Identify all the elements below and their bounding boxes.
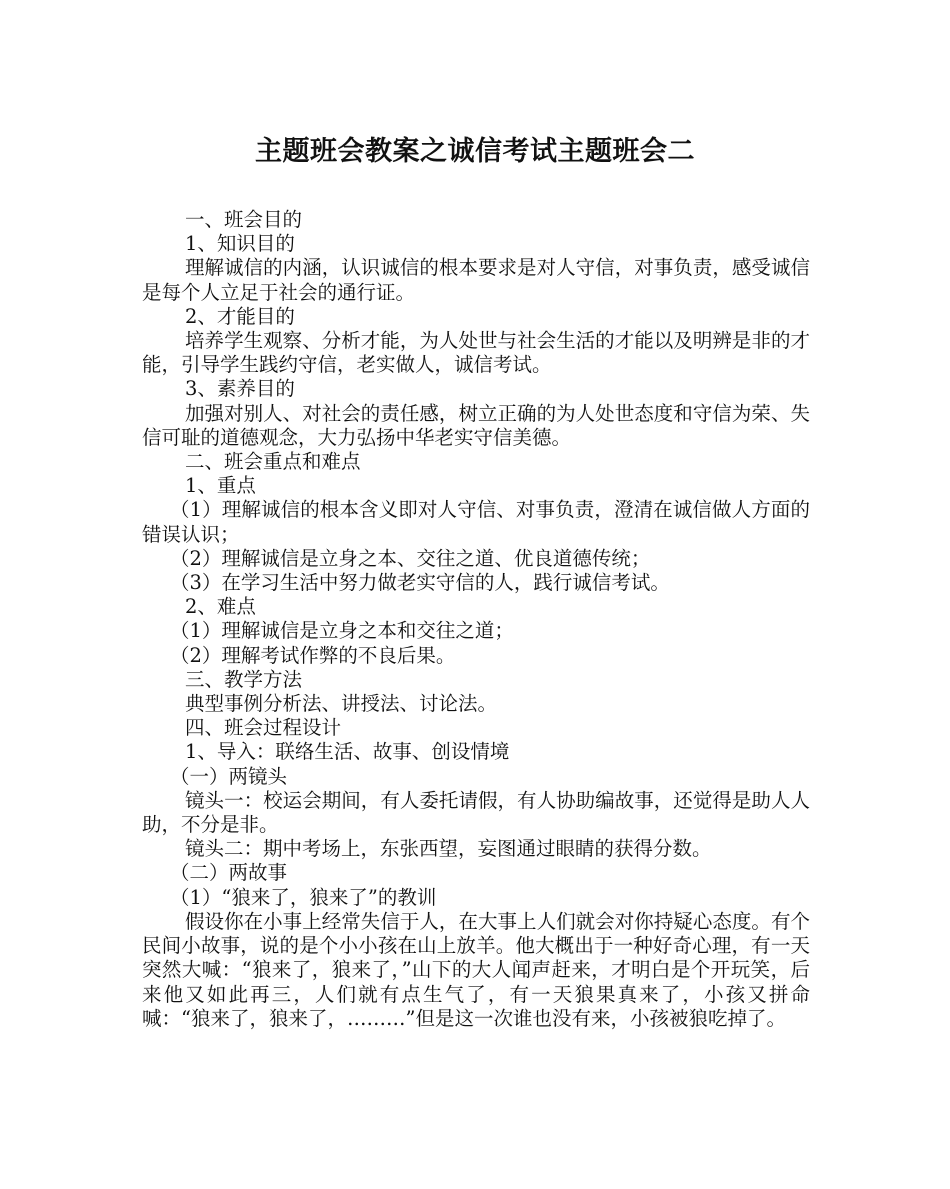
section-heading: 二、班会重点和难点 <box>185 450 361 474</box>
list-item: （2）理解诚信是立身之本、交往之道、优良道德传统； <box>170 546 651 570</box>
paragraph: 理解诚信的内涵，认识诚信的根本要求是对人守信，对事负责，感受诚信是每个人立足于社会的通行证。 <box>142 256 810 304</box>
subsection-heading: 1、知识目的 <box>185 232 295 256</box>
paragraph: 培养学生观察、分析才能，为人处世与社会生活的才能以及明辨是非的才能，引导学生践约守信，老实做人，诚信考试。 <box>142 329 810 377</box>
paragraph: 典型事例分析法、讲授法、讨论法。 <box>185 692 498 716</box>
subsection-heading: 3、素养目的 <box>185 377 295 401</box>
list-item: （2）理解考试作弊的不良后果。 <box>170 643 456 667</box>
subsection-heading: 2、难点 <box>185 595 256 619</box>
list-item: （1）理解诚信的根本含义即对人守信、对事负责，澄清在诚信做人方面的错误认识； <box>142 498 810 546</box>
paragraph: 假设你在小事上经常失信于人，在大事上人们就会对你持疑心态度。有个民间小故事，说的是个小小孩在山上放羊。他大概出于一种好奇心理，有一天突然大喊：“狼来了，狼来了，”山下的大人闻声赶来，才明白是个开玩笑，后来他又如此再三，人们就有点生气了，有一天狼果真来了，小孩又拼命喊：“狼来了，狼来了，………”但是这一次谁也没有来，小孩被狼吃掉了。 <box>142 909 810 1030</box>
subsection-heading: （1）“狼来了，狼来了”的教训 <box>170 885 437 909</box>
subsection-heading: 1、重点 <box>185 474 256 498</box>
section-heading: 四、班会过程设计 <box>185 716 342 740</box>
document-body <box>142 208 810 1031</box>
list-item: （3）在学习生活中努力做老实守信的人，践行诚信考试。 <box>170 571 670 595</box>
subsection-heading: 1、导入：联络生活、故事、创设情境 <box>185 740 510 764</box>
paragraph: 镜头二：期中考场上，东张西望，妄图通过眼睛的获得分数。 <box>185 837 712 861</box>
paragraph: 镜头一：校运会期间，有人委托请假，有人协助编故事，还觉得是助人人助，不分是非。 <box>142 788 810 837</box>
subsection-heading: （一）两镜头 <box>170 764 288 788</box>
list-item: （1）理解诚信是立身之本和交往之道； <box>170 619 514 643</box>
page-title: 主题班会教案之诚信考试主题班会二 <box>255 136 695 167</box>
section-heading: 一、班会目的 <box>185 208 303 231</box>
subsection-heading: （二）两故事 <box>170 861 288 885</box>
subsection-heading: 2、才能目的 <box>185 304 295 328</box>
paragraph: 加强对别人、对社会的责任感，树立正确的为人处世态度和守信为荣、失信可耻的道德观念，大力弘扬中华老实守信美德。 <box>142 401 810 449</box>
section-heading: 三、教学方法 <box>185 667 303 691</box>
